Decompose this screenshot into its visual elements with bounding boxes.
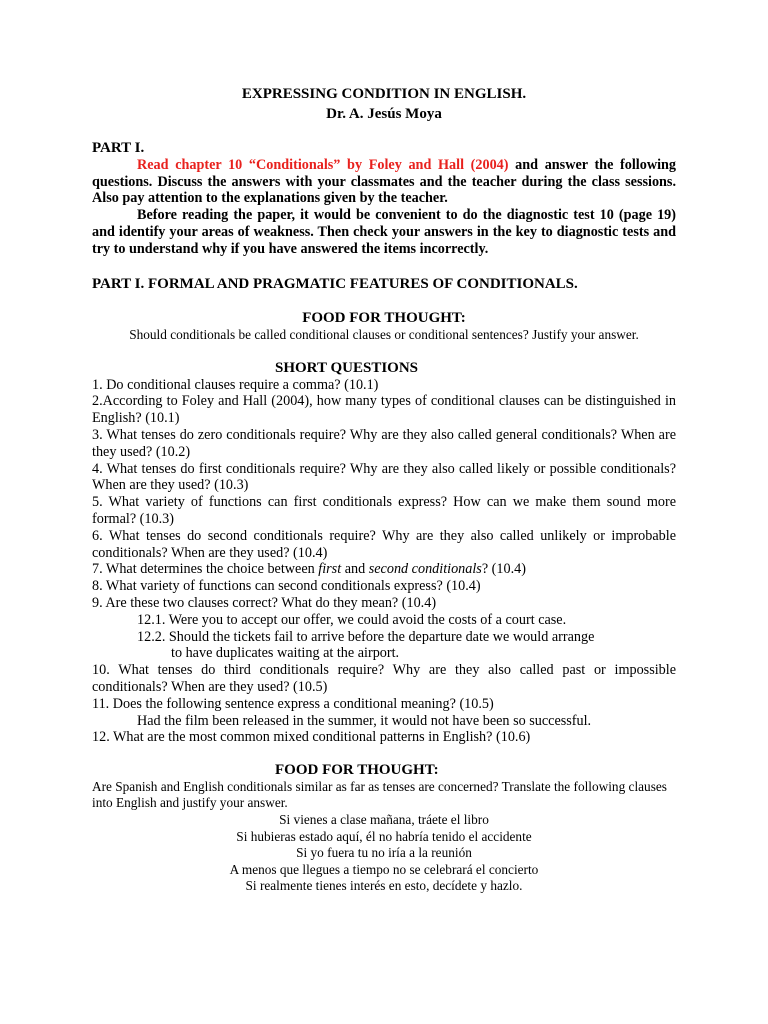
question-12: 12. What are the most common mixed conditional patterns in English? (10.6)	[92, 729, 531, 746]
question-9-example-1: 12.1. Were you to accept our offer, we could avoid the costs of a court case.	[137, 611, 567, 628]
question-7-second: second conditionals	[368, 561, 482, 578]
reading-reference: Read chapter 10 “Conditionals” by Foley and Hall (2004)	[137, 156, 509, 173]
diagnostic-paragraph: Before reading the paper, it would be convenient to do the diagnostic test 10 (page 19) and identify your areas of weakness. Then check your answers in the key to diagnostic tests and try to understand why if you have answered the items incorrectly.	[92, 207, 676, 257]
question-7	[92, 561, 676, 578]
food-for-thought-heading: FOOD FOR THOUGHT:	[302, 310, 466, 327]
question-7-first: first	[318, 561, 342, 578]
document-page	[92, 84, 676, 895]
food-for-thought-text: Should conditionals be called conditional clauses or conditional sentences? Justify your answer.	[129, 327, 639, 343]
spanish-example: A menos que llegues a tiempo no se celebrará el concierto	[229, 861, 539, 877]
question-5: 5. What variety of functions can first conditionals express? How can we make them sound more formal? (10.3)	[92, 494, 676, 527]
spanish-example: Si vienes a clase mañana, tráete el libro	[279, 812, 489, 828]
document-author: Dr. A. Jesús Moya	[326, 106, 442, 122]
question-7-part: ? (10.4)	[481, 561, 526, 578]
question-11-example: Had the film been released in the summer, it would not have been so successful.	[137, 712, 592, 729]
question-4: 4. What tenses do first conditionals require? Why are they also called likely or possible conditionals? When are they used? (10.3)	[92, 460, 676, 494]
reading-instructions: and answer the following questions. Discuss the answers with your classmates and the teacher during the class sessions. Also pay attention to the explanations given by the teacher.	[92, 156, 676, 207]
spanish-example: Si hubieras estado aquí, él no habría tenido el accidente	[236, 828, 532, 844]
spanish-example: Si yo fuera tu no iría a la reunión	[296, 845, 472, 861]
question-8: 8. What variety of functions can second conditionals express? (10.4)	[92, 578, 481, 595]
question-10: 10. What tenses do third conditionals require? Why are they also called past or impossible conditionals? When are they used? (10.5)	[92, 662, 676, 695]
instructions-paragraph	[92, 157, 676, 207]
question-9-example-2-cont: to have duplicates waiting at the airport.	[171, 645, 400, 662]
food-for-thought-heading-2: FOOD FOR THOUGHT:	[275, 762, 439, 779]
spanish-example: Si realmente tienes interés en esto, decídete y hazlo.	[245, 878, 523, 894]
question-7-part: and	[341, 561, 369, 578]
section-heading: PART I. FORMAL AND PRAGMATIC FEATURES OF CONDITIONALS.	[92, 275, 578, 292]
spanish-examples	[92, 812, 676, 895]
question-7-part: 7. What determines the choice between	[92, 561, 319, 578]
part-heading: PART I.	[92, 140, 145, 156]
questions-list	[92, 377, 676, 747]
question-1: 1. Do conditional clauses require a comma? (10.1)	[92, 376, 379, 393]
question-11: 11. Does the following sentence express a conditional meaning? (10.5)	[92, 695, 494, 712]
question-3: 3. What tenses do zero conditionals require? Why are they also called general conditionals? When are they used? (10.2)	[92, 426, 676, 460]
food-for-thought-text-2: Are Spanish and English conditionals similar as far as tenses are concerned? Translate the following clauses into English and justify your answer.	[92, 778, 667, 811]
question-9-example-2: 12.2. Should the tickets fail to arrive before the departure date we would arrange	[137, 628, 595, 645]
question-2: 2.According to Foley and Hall (2004), how many types of conditional clauses can be distinguished in English? (10.1)	[92, 393, 676, 427]
document-title: EXPRESSING CONDITION IN ENGLISH.	[241, 86, 527, 102]
short-questions-heading: SHORT QUESTIONS	[275, 359, 418, 376]
question-6: 6. What tenses do second conditionals require? Why are they also called unlikely or improbable conditionals? When are they used? (10.4)	[92, 527, 676, 561]
question-9: 9. Are these two clauses correct? What do they mean? (10.4)	[92, 594, 437, 611]
